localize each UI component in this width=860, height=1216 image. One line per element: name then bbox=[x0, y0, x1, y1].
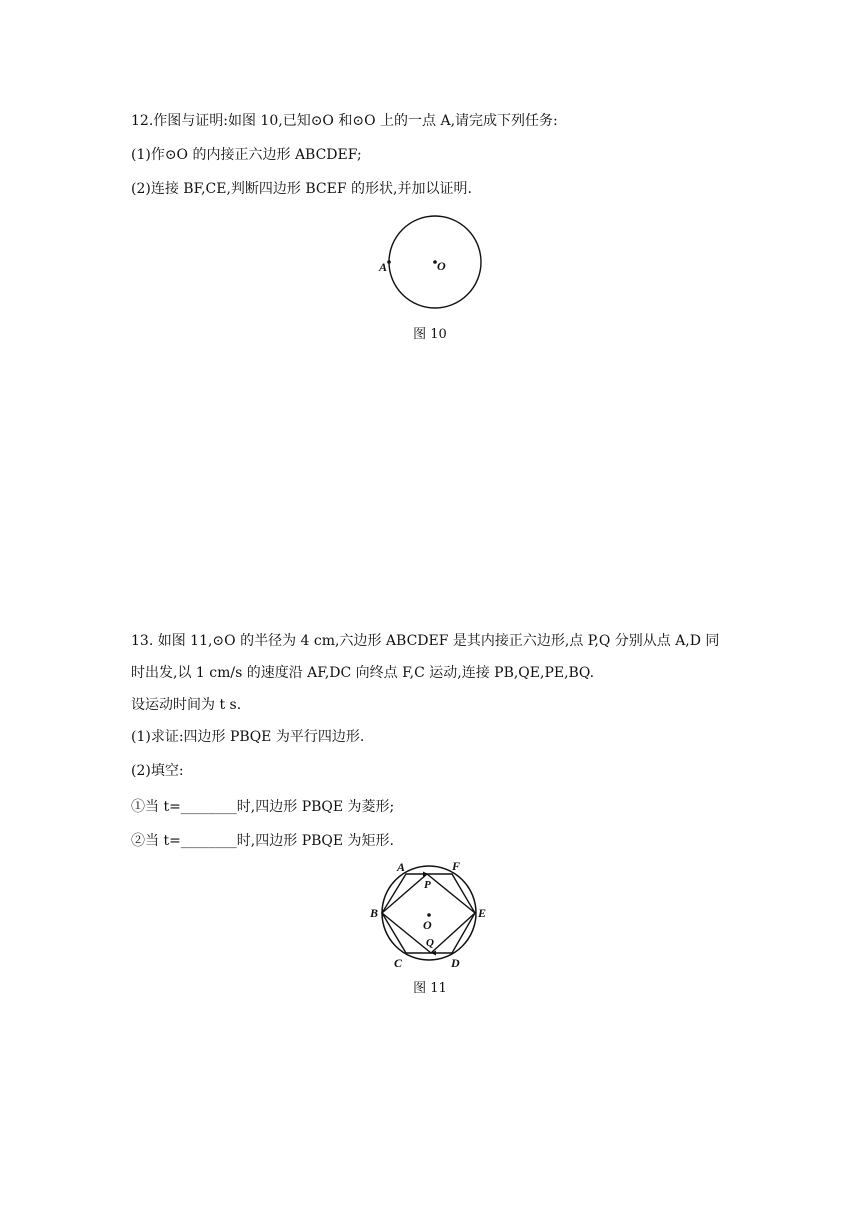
point-a-dot bbox=[387, 260, 391, 264]
q13-line2: 时出发,以 1 cm/s 的速度沿 AF,DC 向终点 F,C 运动,连接 PB,QE,PE,BQ. bbox=[131, 665, 595, 681]
label-a: A bbox=[397, 860, 406, 874]
label-a: A bbox=[379, 260, 388, 274]
point-o-dot bbox=[427, 913, 431, 917]
label-f: F bbox=[452, 859, 461, 873]
label-q: Q bbox=[426, 937, 434, 949]
q13-line3: 设运动时间为 t s. bbox=[131, 697, 242, 713]
q13-fill1: ①当 t=________时,四边形 PBQE 为菱形; bbox=[131, 799, 395, 815]
label-d: D bbox=[451, 956, 460, 970]
label-o: O bbox=[423, 918, 432, 932]
figure-10 bbox=[370, 212, 490, 317]
label-p: P bbox=[424, 879, 431, 891]
figure-10-caption: 图 10 bbox=[413, 327, 447, 342]
label-b: B bbox=[370, 906, 379, 920]
q12-title: 12.作图与证明:如图 10,已知⊙O 和⊙O 上的一点 A,请完成下列任务: bbox=[131, 113, 558, 129]
figure-11-caption: 图 11 bbox=[413, 981, 447, 996]
q13-line1: 13. 如图 11,⊙O 的半径为 4 cm,六边形 ABCDEF 是其内接正六边形,点 P,Q 分别从点 A,D 同 bbox=[131, 633, 720, 649]
label-e: E bbox=[478, 906, 487, 920]
q12-part1: (1)作⊙O 的内接正六边形 ABCDEF; bbox=[131, 147, 362, 163]
label-c: C bbox=[394, 956, 403, 970]
q12-part2: (2)连接 BF,CE,判断四边形 BCEF 的形状,并加以证明. bbox=[131, 181, 472, 197]
q13-fill2: ②当 t=________时,四边形 PBQE 为矩形. bbox=[131, 833, 395, 849]
q13-part2: (2)填空: bbox=[131, 763, 184, 779]
figure-11 bbox=[364, 856, 494, 974]
q13-part1: (1)求证:四边形 PBQE 为平行四边形. bbox=[131, 729, 365, 745]
label-o: O bbox=[437, 259, 446, 273]
